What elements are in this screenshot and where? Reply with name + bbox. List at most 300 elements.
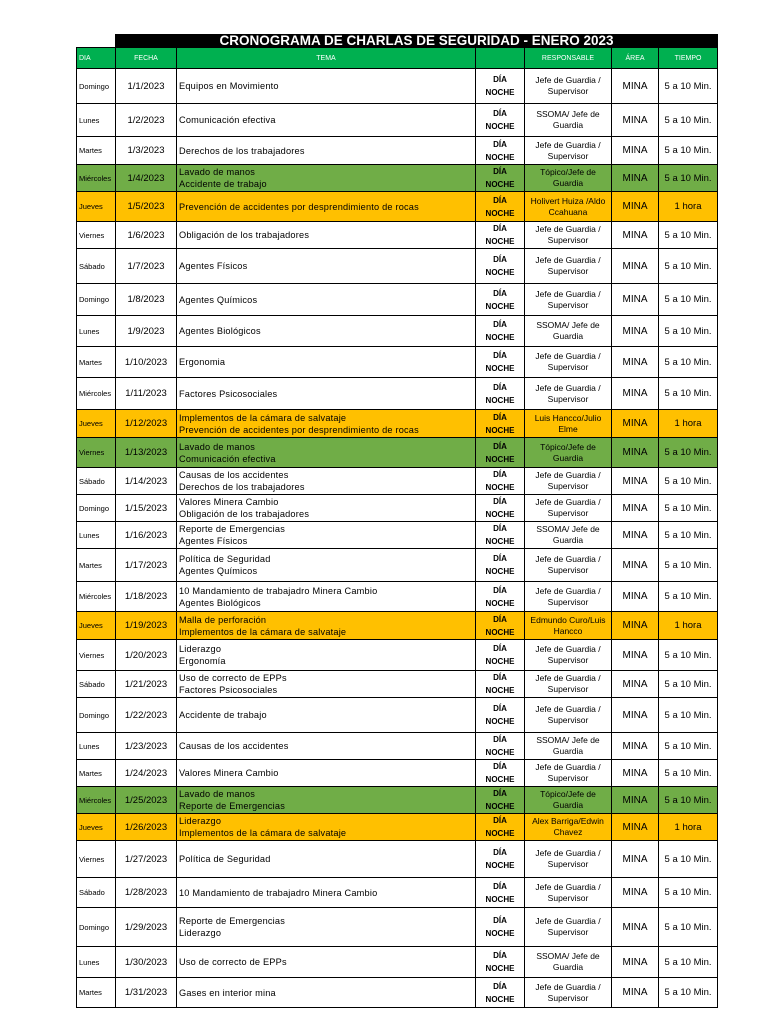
table-row [77,522,718,549]
shift-night-label: NOCHE [485,748,515,757]
responsable-cell: Tópico/Jefe de Guardia [525,438,612,468]
tema-cell [177,671,476,698]
day-cell: Jueves [77,410,116,438]
shift-cell [476,841,525,878]
tema-cell [177,582,476,612]
shift-night-label: NOCHE [485,425,515,435]
time-cell: 5 a 10 Min. [659,316,718,347]
day-cell: Sábado [77,249,116,284]
shift-cell [476,284,525,316]
shift-night-label: NOCHE [485,802,515,811]
table-row [77,378,718,410]
tema-line: Reporte de Emergencias [179,916,286,926]
tema-line: Agentes Químicos [179,566,258,576]
date-cell: 1/25/2023 [116,787,177,814]
day-cell: Sábado [77,878,116,908]
day-cell: Jueves [77,192,116,222]
tema-line: Obligación de los trabajadores [179,509,310,519]
responsable-cell: Jefe de Guardia / Supervisor [525,69,612,104]
responsable-cell: Jefe de Guardia / Supervisor [525,671,612,698]
tema-line: Valores Minera Cambio [179,497,279,507]
table-row [77,908,718,947]
responsable-cell: SSOMA/ Jefe de Guardia [525,947,612,978]
shift-day-label: DÍA [493,382,507,392]
time-cell: 5 a 10 Min. [659,438,718,468]
responsable-cell: Tópico/Jefe de Guardia [525,787,612,814]
responsable-cell: SSOMA/ Jefe de Guardia [525,733,612,760]
time-cell: 5 a 10 Min. [659,378,718,410]
shift-cell [476,671,525,698]
shift-night-label: NOCHE [485,364,515,373]
area-cell: MINA [612,640,659,671]
tema-line: Implementos de la cámara de salvataje [179,626,347,637]
responsable-cell: SSOMA/ Jefe de Guardia [525,522,612,549]
day-cell: Viernes [77,640,116,671]
responsable-cell: Jefe de Guardia / Supervisor [525,249,612,284]
area-cell: MINA [612,549,659,582]
shift-day-label: DÍA [493,441,507,451]
responsable-cell: Jefe de Guardia / Supervisor [525,908,612,947]
table-row [77,878,718,908]
responsable-cell: Jefe de Guardia / Supervisor [525,378,612,410]
tema-cell [177,878,476,908]
tema-line: Derechos de los trabajadores [179,482,305,492]
day-cell: Lunes [77,733,116,760]
header-blank [476,48,525,69]
shift-night-label: NOCHE [485,395,515,405]
responsable-cell: Alex Barriga/Edwin Chavez [525,814,612,841]
time-cell: 5 a 10 Min. [659,249,718,284]
shift-day-label: DÍA [493,554,507,563]
shift-day-label: DÍA [493,524,507,533]
tema-line: Valores Minera Cambio [179,768,279,778]
shift-cell [476,222,525,249]
shift-night-label: NOCHE [485,301,515,311]
table-row [77,410,718,438]
shift-day-label: DÍA [493,848,507,857]
tema-line: Factores Psicosociales [179,685,278,695]
date-cell: 1/5/2023 [116,192,177,222]
tema-cell [177,978,476,1008]
time-cell: 5 a 10 Min. [659,841,718,878]
shift-day-label: DÍA [493,704,507,713]
date-cell: 1/8/2023 [116,284,177,316]
time-cell: 5 a 10 Min. [659,582,718,612]
schedule-sheet [76,34,717,1008]
header-tema: TEMA [177,48,476,69]
tema-line: Comunicación efectiva [179,453,276,464]
table-row [77,549,718,582]
tema-cell [177,378,476,410]
header-fecha: FECHA [116,48,177,69]
tema-line: Liderazgo [179,816,222,826]
day-cell: Lunes [77,104,116,137]
date-cell: 1/2/2023 [116,104,177,137]
shift-cell [476,522,525,549]
responsable-cell: Jefe de Guardia / Supervisor [525,137,612,165]
tema-line: Agentes Físicos [179,536,248,546]
responsable-cell: Jefe de Guardia / Supervisor [525,978,612,1008]
shift-night-label: NOCHE [485,208,515,218]
area-cell: MINA [612,947,659,978]
day-cell: Miércoles [77,582,116,612]
table-row [77,760,718,787]
area-cell: MINA [612,347,659,378]
date-cell: 1/18/2023 [116,582,177,612]
tema-cell [177,495,476,522]
day-cell: Domingo [77,908,116,947]
date-cell: 1/29/2023 [116,908,177,947]
shift-day-label: DÍA [493,673,507,682]
tema-cell [177,814,476,841]
tema-cell [177,733,476,760]
table-row [77,671,718,698]
shift-night-label: NOCHE [485,929,515,938]
time-cell: 5 a 10 Min. [659,495,718,522]
table-row [77,347,718,378]
tema-line: Causas de los accidentes [179,470,289,480]
tema-cell [177,316,476,347]
shift-day-label: DÍA [493,109,507,118]
tema-cell [177,104,476,137]
shift-cell [476,438,525,468]
day-cell: Sábado [77,468,116,495]
time-cell: 5 a 10 Min. [659,733,718,760]
time-cell: 5 a 10 Min. [659,787,718,814]
shift-night-label: NOCHE [485,686,515,695]
tema-cell [177,137,476,165]
area-cell: MINA [612,522,659,549]
shift-day-label: DÍA [493,195,507,205]
time-cell: 5 a 10 Min. [659,671,718,698]
area-cell: MINA [612,814,659,841]
shift-day-label: DÍA [493,981,507,991]
area-cell: MINA [612,612,659,640]
shift-day-label: DÍA [493,614,507,624]
tema-cell [177,612,476,640]
responsable-cell: Jefe de Guardia / Supervisor [525,582,612,612]
responsable-cell: Jefe de Guardia / Supervisor [525,495,612,522]
tema-cell [177,69,476,104]
shift-cell [476,549,525,582]
shift-cell [476,192,525,222]
tema-cell [177,410,476,438]
tema-cell [177,222,476,249]
tema-line: Malla de perforación [179,614,267,625]
table-row [77,733,718,760]
responsable-cell: Jefe de Guardia / Supervisor [525,760,612,787]
date-cell: 1/26/2023 [116,814,177,841]
time-cell: 5 a 10 Min. [659,947,718,978]
time-cell: 5 a 10 Min. [659,104,718,137]
table-row [77,69,718,104]
responsable-cell: Edmundo Curo/Luis Hancco [525,612,612,640]
area-cell: MINA [612,787,659,814]
tema-line: Lavado de manos [179,441,256,452]
shift-night-label: NOCHE [485,88,515,97]
area-cell: MINA [612,878,659,908]
shift-night-label: NOCHE [485,122,515,131]
header-dia: DIA [77,48,116,69]
shift-night-label: NOCHE [485,567,515,576]
date-cell: 1/27/2023 [116,841,177,878]
shift-cell [476,814,525,841]
shift-night-label: NOCHE [485,237,515,246]
area-cell: MINA [612,410,659,438]
area-cell: MINA [612,104,659,137]
shift-day-label: DÍA [493,320,507,329]
shift-cell [476,378,525,410]
shift-day-label: DÍA [493,288,507,298]
tema-line: Derechos de los trabajadores [179,145,305,156]
area-cell: MINA [612,316,659,347]
shift-day-label: DÍA [493,75,507,84]
time-cell: 1 hora [659,814,718,841]
tema-line: Implementos de la cámara de salvataje [179,828,347,838]
time-cell: 5 a 10 Min. [659,549,718,582]
responsable-cell: Jefe de Guardia / Supervisor [525,640,612,671]
tema-line: Implementos de la cámara de salvataje [179,412,347,423]
shift-cell [476,137,525,165]
shift-cell [476,698,525,733]
day-cell: Jueves [77,612,116,640]
tema-line: Accidente de trabajo [179,179,267,189]
shift-day-label: DÍA [493,916,507,925]
tema-line: Agentes Químicos [179,294,258,305]
tema-cell [177,249,476,284]
shift-night-label: NOCHE [485,510,515,519]
shift-day-label: DÍA [493,881,507,891]
shift-cell [476,316,525,347]
shift-day-label: DÍA [493,585,507,595]
shift-cell [476,249,525,284]
tema-line: Agentes Biológicos [179,597,261,608]
shift-night-label: NOCHE [485,268,515,277]
tema-line: Factores Psicosociales [179,388,278,399]
header-row [77,48,718,69]
shift-night-label: NOCHE [485,861,515,870]
tema-line: Accidente de trabajo [179,710,267,720]
day-cell: Viernes [77,438,116,468]
table-row [77,249,718,284]
time-cell: 5 a 10 Min. [659,222,718,249]
date-cell: 1/22/2023 [116,698,177,733]
table-row [77,582,718,612]
date-cell: 1/24/2023 [116,760,177,787]
date-cell: 1/9/2023 [116,316,177,347]
shift-cell [476,978,525,1008]
responsable-cell: Holivert Huiza /Aldo Ccahuana [525,192,612,222]
responsable-cell: Jefe de Guardia / Supervisor [525,841,612,878]
shift-cell [476,410,525,438]
tema-cell [177,908,476,947]
shift-day-label: DÍA [493,351,507,360]
date-cell: 1/28/2023 [116,878,177,908]
tema-cell [177,468,476,495]
shift-night-label: NOCHE [485,627,515,637]
day-cell: Sábado [77,671,116,698]
responsable-cell: Jefe de Guardia / Supervisor [525,878,612,908]
time-cell: 1 hora [659,410,718,438]
area-cell: MINA [612,468,659,495]
tema-cell [177,522,476,549]
shift-day-label: DÍA [493,951,507,960]
time-cell: 5 a 10 Min. [659,698,718,733]
header-area: ÁREA [612,48,659,69]
shift-night-label: NOCHE [485,333,515,342]
shift-day-label: DÍA [493,167,507,176]
day-cell: Miércoles [77,378,116,410]
date-cell: 1/20/2023 [116,640,177,671]
tema-line: Agentes Físicos [179,261,248,271]
shift-night-label: NOCHE [485,994,515,1004]
date-cell: 1/1/2023 [116,69,177,104]
tema-line: Política de Seguridad [179,554,271,564]
shift-night-label: NOCHE [485,152,515,162]
time-cell: 5 a 10 Min. [659,878,718,908]
shift-cell [476,733,525,760]
time-cell: 5 a 10 Min. [659,284,718,316]
table-row [77,814,718,841]
day-cell: Domingo [77,284,116,316]
tema-line: Equipos en Movimiento [179,81,279,91]
header-tiempo: TIEMPO [659,48,718,69]
date-cell: 1/15/2023 [116,495,177,522]
tema-line: Ergonomia [179,357,226,367]
day-cell: Jueves [77,814,116,841]
area-cell: MINA [612,137,659,165]
page-title: CRONOGRAMA DE CHARLAS DE SEGURIDAD - ENERO 2023 [116,35,718,48]
area-cell: MINA [612,760,659,787]
day-cell: Lunes [77,316,116,347]
time-cell: 5 a 10 Min. [659,522,718,549]
shift-day-label: DÍA [493,255,507,264]
shift-day-label: DÍA [493,139,507,149]
date-cell: 1/6/2023 [116,222,177,249]
tema-line: Uso de correcto de EPPs [179,673,287,683]
area-cell: MINA [612,69,659,104]
tema-cell [177,284,476,316]
table-row [77,468,718,495]
tema-cell [177,438,476,468]
tema-line: Agentes Biológicos [179,326,261,336]
shift-night-label: NOCHE [485,537,515,546]
day-cell: Martes [77,137,116,165]
table-row [77,165,718,192]
time-cell: 5 a 10 Min. [659,908,718,947]
responsable-cell: Jefe de Guardia / Supervisor [525,222,612,249]
shift-night-label: NOCHE [485,598,515,608]
day-cell: Domingo [77,698,116,733]
tema-line: Prevención de accidentes por desprendimiento de rocas [179,424,419,435]
date-cell: 1/23/2023 [116,733,177,760]
date-cell: 1/16/2023 [116,522,177,549]
shift-cell [476,495,525,522]
responsable-cell: SSOMA/ Jefe de Guardia [525,316,612,347]
shift-night-label: NOCHE [485,454,515,464]
tema-cell [177,549,476,582]
tema-cell [177,165,476,192]
day-cell: Viernes [77,841,116,878]
day-cell: Domingo [77,69,116,104]
time-cell: 5 a 10 Min. [659,468,718,495]
tema-cell [177,640,476,671]
area-cell: MINA [612,495,659,522]
shift-night-label: NOCHE [485,483,515,492]
shift-cell [476,69,525,104]
date-cell: 1/3/2023 [116,137,177,165]
tema-line: Uso de correcto de EPPs [179,957,287,967]
shift-day-label: DÍA [493,224,507,233]
day-cell: Lunes [77,947,116,978]
shift-day-label: DÍA [493,816,507,825]
shift-cell [476,947,525,978]
table-row [77,192,718,222]
tema-line: Política de Seguridad [179,854,271,864]
tema-line: Gases en interior mina [179,987,276,998]
time-cell: 5 a 10 Min. [659,347,718,378]
area-cell: MINA [612,582,659,612]
table-row [77,698,718,733]
tema-line: Liderazgo [179,928,222,938]
table-row [77,978,718,1008]
area-cell: MINA [612,698,659,733]
shift-day-label: DÍA [493,497,507,506]
shift-cell [476,878,525,908]
date-cell: 1/10/2023 [116,347,177,378]
shift-night-label: NOCHE [485,775,515,784]
table-row [77,104,718,137]
date-cell: 1/13/2023 [116,438,177,468]
tema-line: Liderazgo [179,644,222,654]
shift-cell [476,104,525,137]
day-cell: Martes [77,347,116,378]
tema-cell [177,787,476,814]
area-cell: MINA [612,733,659,760]
day-cell: Martes [77,760,116,787]
area-cell: MINA [612,284,659,316]
date-cell: 1/31/2023 [116,978,177,1008]
shift-night-label: NOCHE [485,180,515,189]
area-cell: MINA [612,378,659,410]
shift-night-label: NOCHE [485,657,515,666]
time-cell: 1 hora [659,192,718,222]
header-responsable: RESPONSABLE [525,48,612,69]
date-cell: 1/21/2023 [116,671,177,698]
tema-line: Causas de los accidentes [179,741,289,751]
area-cell: MINA [612,165,659,192]
shift-day-label: DÍA [493,412,507,422]
shift-cell [476,908,525,947]
table-row [77,787,718,814]
time-cell: 5 a 10 Min. [659,978,718,1008]
area-cell: MINA [612,671,659,698]
table-row [77,495,718,522]
tema-cell [177,192,476,222]
time-cell: 5 a 10 Min. [659,69,718,104]
tema-line: Comunicación efectiva [179,115,276,125]
tema-line: 10 Mandamiento de trabajadro Minera Cambio [179,585,378,596]
shift-cell [476,582,525,612]
area-cell: MINA [612,249,659,284]
date-cell: 1/19/2023 [116,612,177,640]
shift-cell [476,640,525,671]
shift-night-label: NOCHE [485,964,515,973]
title-blank-cell [77,35,116,48]
shift-day-label: DÍA [493,735,507,744]
tema-line: Lavado de manos [179,167,256,177]
shift-cell [476,760,525,787]
